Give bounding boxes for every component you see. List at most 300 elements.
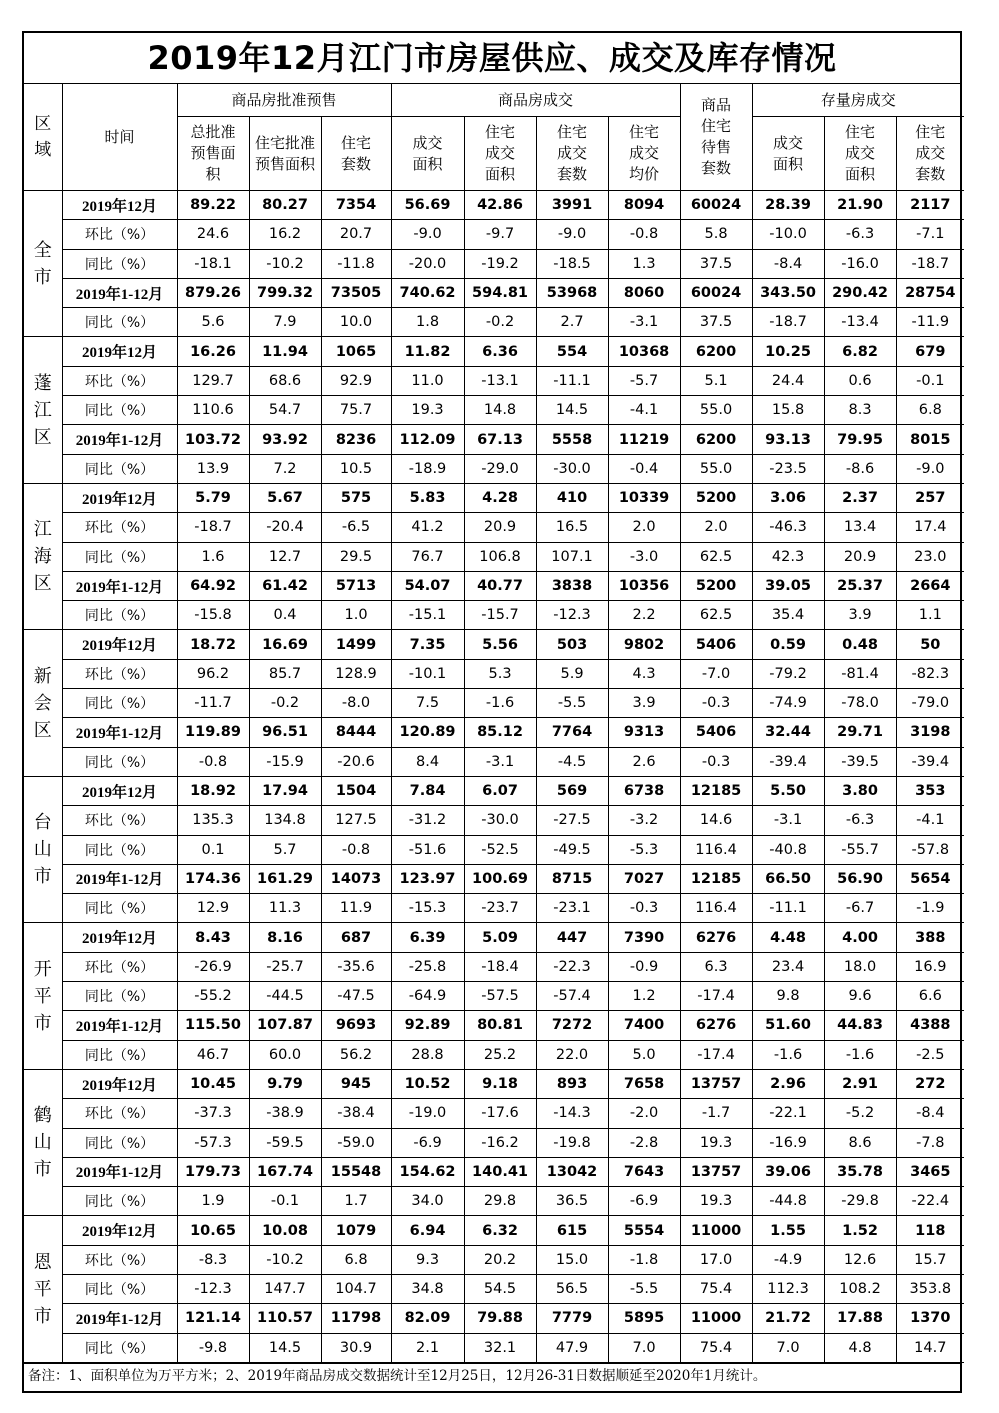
value-cell: -3.2	[608, 806, 680, 835]
value-cell: 46.7	[177, 1040, 249, 1069]
value-cell: -4.5	[536, 747, 608, 776]
value-cell: 19.3	[391, 396, 464, 425]
value-cell: -0.1	[249, 1187, 321, 1216]
value-cell: 4.8	[824, 1333, 896, 1362]
region-name-cell	[24, 1216, 62, 1362]
value-cell: 1.3	[608, 249, 680, 278]
time-cell: 环比（%）	[62, 659, 177, 688]
value-cell: 37.5	[680, 308, 752, 337]
value-cell: -5.3	[608, 835, 680, 864]
value-cell: 9.18	[464, 1069, 536, 1098]
value-cell: 3.9	[824, 601, 896, 630]
table-row	[24, 923, 964, 952]
value-cell: -1.6	[752, 1040, 824, 1069]
value-cell: 2.91	[824, 1069, 896, 1098]
value-cell: -18.7	[896, 249, 964, 278]
value-cell: -40.8	[752, 835, 824, 864]
value-cell: 55.0	[680, 454, 752, 483]
value-cell: 12185	[680, 776, 752, 805]
footnote: 备注：1、面积单位为万平方米；2、2019年商品房成交数据统计至12月25日，12月26-31日数据顺延至2020年1月统计。	[24, 1363, 960, 1388]
value-cell: 17.88	[824, 1304, 896, 1333]
value-cell: 1.1	[896, 601, 964, 630]
value-cell: -5.5	[536, 689, 608, 718]
value-cell: 5.09	[464, 923, 536, 952]
value-cell: 127.5	[321, 806, 391, 835]
value-cell: -25.8	[391, 952, 464, 981]
value-cell: 17.4	[896, 513, 964, 542]
region-name-cell	[24, 630, 62, 776]
value-cell: 29.5	[321, 542, 391, 571]
region-name-cell	[24, 191, 62, 337]
value-cell: 5.56	[464, 630, 536, 659]
value-cell: 10.45	[177, 1069, 249, 1098]
region-name: 全市	[33, 239, 52, 288]
value-cell: -1.7	[680, 1099, 752, 1128]
value-cell: 14.5	[249, 1333, 321, 1362]
value-cell: 11798	[321, 1304, 391, 1333]
value-cell: 6.8	[321, 1245, 391, 1274]
value-cell: -23.1	[536, 894, 608, 923]
value-cell: 85.7	[249, 659, 321, 688]
value-cell: 60024	[680, 278, 752, 307]
value-cell: -17.6	[464, 1099, 536, 1128]
region-name: 鹤山市	[33, 1105, 52, 1181]
value-cell: -15.3	[391, 894, 464, 923]
value-cell: 106.8	[464, 542, 536, 571]
table-row	[24, 1128, 964, 1157]
value-cell: 12.6	[824, 1245, 896, 1274]
time-cell: 同比（%）	[62, 982, 177, 1011]
value-cell: 9693	[321, 1011, 391, 1040]
value-cell: -51.6	[391, 835, 464, 864]
value-cell: 343.50	[752, 278, 824, 307]
value-cell: 1.6	[177, 542, 249, 571]
table-row	[24, 1245, 964, 1274]
value-cell: 89.22	[177, 191, 249, 220]
value-cell: -15.9	[249, 747, 321, 776]
value-cell: 2.2	[608, 601, 680, 630]
table-row	[24, 601, 964, 630]
value-cell: 594.81	[464, 278, 536, 307]
value-cell: -0.3	[680, 689, 752, 718]
header-stock-res-area: 住宅成交面积	[824, 117, 896, 191]
value-cell: 0.59	[752, 630, 824, 659]
value-cell: -39.4	[896, 747, 964, 776]
time-cell: 2019年12月	[62, 1216, 177, 1245]
value-cell: 56.5	[536, 1274, 608, 1303]
value-cell: 272	[896, 1069, 964, 1098]
value-cell: -9.0	[536, 220, 608, 249]
region-name: 恩平市	[33, 1251, 52, 1327]
value-cell: 3465	[896, 1157, 964, 1186]
value-cell: 41.2	[391, 513, 464, 542]
value-cell: -6.7	[824, 894, 896, 923]
value-cell: 68.6	[249, 366, 321, 395]
value-cell: -0.9	[608, 952, 680, 981]
value-cell: 2.0	[608, 513, 680, 542]
table-row	[24, 483, 964, 512]
value-cell: 8715	[536, 864, 608, 893]
value-cell: -7.8	[896, 1128, 964, 1157]
header-deal-res-units: 住宅成交套数	[536, 117, 608, 191]
value-cell: -0.8	[321, 835, 391, 864]
table-row	[24, 337, 964, 366]
header-group-deal: 商品房成交	[391, 84, 680, 117]
value-cell: 42.3	[752, 542, 824, 571]
value-cell: 4388	[896, 1011, 964, 1040]
value-cell: 16.2	[249, 220, 321, 249]
value-cell: 1.8	[391, 308, 464, 337]
value-cell: 39.05	[752, 571, 824, 600]
header-stock-res-units: 住宅成交套数	[896, 117, 964, 191]
value-cell: 128.9	[321, 659, 391, 688]
value-cell: 2.7	[536, 308, 608, 337]
value-cell: 1079	[321, 1216, 391, 1245]
time-cell: 2019年12月	[62, 776, 177, 805]
page-title: 2019年12月江门市房屋供应、成交及库存情况	[24, 33, 960, 84]
table-row	[24, 278, 964, 307]
value-cell: 5406	[680, 630, 752, 659]
value-cell: 129.7	[177, 366, 249, 395]
value-cell: 7.35	[391, 630, 464, 659]
value-cell: -0.8	[177, 747, 249, 776]
value-cell: 32.44	[752, 718, 824, 747]
value-cell: -29.8	[824, 1187, 896, 1216]
value-cell: -11.8	[321, 249, 391, 278]
value-cell: 23.4	[752, 952, 824, 981]
time-cell: 同比（%）	[62, 1040, 177, 1069]
header-inventory-units: 商品住宅待售套数	[680, 84, 752, 191]
time-cell: 同比（%）	[62, 308, 177, 337]
value-cell: 6.82	[824, 337, 896, 366]
report-frame	[22, 31, 962, 1393]
header-group-stock: 存量房成交	[752, 84, 964, 117]
value-cell: -55.7	[824, 835, 896, 864]
value-cell: 6200	[680, 337, 752, 366]
value-cell: 44.83	[824, 1011, 896, 1040]
header-presale-total-area: 总批准预售面积	[177, 117, 249, 191]
value-cell: 134.8	[249, 806, 321, 835]
table-row	[24, 191, 964, 220]
value-cell: -6.5	[321, 513, 391, 542]
value-cell: 7.84	[391, 776, 464, 805]
value-cell: -18.5	[536, 249, 608, 278]
value-cell: 8444	[321, 718, 391, 747]
value-cell: 36.5	[536, 1187, 608, 1216]
value-cell: 42.86	[464, 191, 536, 220]
value-cell: 5406	[680, 718, 752, 747]
value-cell: 9.3	[391, 1245, 464, 1274]
value-cell: 54.5	[464, 1274, 536, 1303]
value-cell: -20.0	[391, 249, 464, 278]
value-cell: 7.2	[249, 454, 321, 483]
value-cell: -0.4	[608, 454, 680, 483]
value-cell: 75.4	[680, 1274, 752, 1303]
value-cell: 29.71	[824, 718, 896, 747]
value-cell: 8.6	[824, 1128, 896, 1157]
value-cell: -8.0	[321, 689, 391, 718]
value-cell: -11.1	[752, 894, 824, 923]
value-cell: 12.7	[249, 542, 321, 571]
value-cell: -8.4	[752, 249, 824, 278]
table-row	[24, 894, 964, 923]
time-cell: 2019年1-12月	[62, 425, 177, 454]
time-cell: 同比（%）	[62, 1274, 177, 1303]
value-cell: -11.1	[536, 366, 608, 395]
value-cell: -15.8	[177, 601, 249, 630]
value-cell: 79.88	[464, 1304, 536, 1333]
value-cell: 1.0	[321, 601, 391, 630]
value-cell: 575	[321, 483, 391, 512]
time-cell: 同比（%）	[62, 689, 177, 718]
header-stock-area: 成交面积	[752, 117, 824, 191]
value-cell: -35.6	[321, 952, 391, 981]
value-cell: 5554	[608, 1216, 680, 1245]
value-cell: 9.8	[752, 982, 824, 1011]
value-cell: 9313	[608, 718, 680, 747]
value-cell: -0.2	[249, 689, 321, 718]
value-cell: 116.4	[680, 894, 752, 923]
table-row	[24, 1099, 964, 1128]
value-cell: 53968	[536, 278, 608, 307]
value-cell: -13.1	[464, 366, 536, 395]
value-cell: 55.0	[680, 396, 752, 425]
value-cell: 10.65	[177, 1216, 249, 1245]
table-row	[24, 747, 964, 776]
region-name: 台山市	[33, 812, 52, 888]
table-row	[24, 689, 964, 718]
value-cell: 799.32	[249, 278, 321, 307]
value-cell: 6.07	[464, 776, 536, 805]
value-cell: 80.81	[464, 1011, 536, 1040]
value-cell: 893	[536, 1069, 608, 1098]
value-cell: -17.4	[680, 1040, 752, 1069]
value-cell: 7.0	[752, 1333, 824, 1362]
value-cell: 6.94	[391, 1216, 464, 1245]
value-cell: 6200	[680, 425, 752, 454]
value-cell: -23.5	[752, 454, 824, 483]
value-cell: 1499	[321, 630, 391, 659]
value-cell: 14073	[321, 864, 391, 893]
value-cell: -18.9	[391, 454, 464, 483]
value-cell: 92.89	[391, 1011, 464, 1040]
value-cell: -2.0	[608, 1099, 680, 1128]
time-cell: 环比（%）	[62, 366, 177, 395]
value-cell: 79.95	[824, 425, 896, 454]
value-cell: 121.14	[177, 1304, 249, 1333]
value-cell: 110.6	[177, 396, 249, 425]
value-cell: 7779	[536, 1304, 608, 1333]
table-row	[24, 571, 964, 600]
value-cell: -18.1	[177, 249, 249, 278]
value-cell: 62.5	[680, 601, 752, 630]
value-cell: -49.5	[536, 835, 608, 864]
value-cell: -37.3	[177, 1099, 249, 1128]
value-cell: 54.7	[249, 396, 321, 425]
table-row	[24, 630, 964, 659]
value-cell: 5.83	[391, 483, 464, 512]
value-cell: 96.51	[249, 718, 321, 747]
value-cell: -1.6	[824, 1040, 896, 1069]
value-cell: -0.3	[608, 894, 680, 923]
value-cell: 147.7	[249, 1274, 321, 1303]
table-row	[24, 982, 964, 1011]
value-cell: 29.8	[464, 1187, 536, 1216]
value-cell: 2.0	[680, 513, 752, 542]
value-cell: 21.72	[752, 1304, 824, 1333]
value-cell: -9.0	[896, 454, 964, 483]
value-cell: 353.8	[896, 1274, 964, 1303]
value-cell: 1.55	[752, 1216, 824, 1245]
value-cell: 20.7	[321, 220, 391, 249]
value-cell: 8.16	[249, 923, 321, 952]
value-cell: 16.9	[896, 952, 964, 981]
value-cell: -18.7	[177, 513, 249, 542]
value-cell: -10.2	[249, 1245, 321, 1274]
value-cell: 21.90	[824, 191, 896, 220]
time-cell: 2019年1-12月	[62, 1157, 177, 1186]
value-cell: 2.1	[391, 1333, 464, 1362]
value-cell: 6738	[608, 776, 680, 805]
time-cell: 环比（%）	[62, 1245, 177, 1274]
value-cell: -0.2	[464, 308, 536, 337]
value-cell: 5.79	[177, 483, 249, 512]
value-cell: 5200	[680, 483, 752, 512]
region-name-cell	[24, 337, 62, 483]
value-cell: -14.3	[536, 1099, 608, 1128]
value-cell: -6.3	[824, 220, 896, 249]
value-cell: 7764	[536, 718, 608, 747]
value-cell: 687	[321, 923, 391, 952]
value-cell: -20.6	[321, 747, 391, 776]
value-cell: 5895	[608, 1304, 680, 1333]
region-name-cell	[24, 483, 62, 629]
header-region: 区域	[24, 84, 62, 191]
data-table	[24, 84, 964, 1363]
header-presale-res-area: 住宅批准预售面积	[249, 117, 321, 191]
value-cell: 5.0	[608, 1040, 680, 1069]
time-cell: 2019年1-12月	[62, 718, 177, 747]
value-cell: 503	[536, 630, 608, 659]
table-row	[24, 864, 964, 893]
value-cell: 1.52	[824, 1216, 896, 1245]
value-cell: 1.7	[321, 1187, 391, 1216]
value-cell: 107.1	[536, 542, 608, 571]
value-cell: 6.36	[464, 337, 536, 366]
time-cell: 同比（%）	[62, 747, 177, 776]
value-cell: 20.2	[464, 1245, 536, 1274]
time-cell: 2019年12月	[62, 191, 177, 220]
table-row	[24, 1304, 964, 1333]
value-cell: 174.36	[177, 864, 249, 893]
value-cell: 76.7	[391, 542, 464, 571]
value-cell: 25.37	[824, 571, 896, 600]
value-cell: 945	[321, 1069, 391, 1098]
value-cell: -12.3	[536, 601, 608, 630]
value-cell: 115.50	[177, 1011, 249, 1040]
value-cell: -59.5	[249, 1128, 321, 1157]
time-cell: 同比（%）	[62, 835, 177, 864]
value-cell: -39.4	[752, 747, 824, 776]
value-cell: -11.9	[896, 308, 964, 337]
value-cell: 35.4	[752, 601, 824, 630]
time-cell: 2019年1-12月	[62, 1304, 177, 1333]
value-cell: 13042	[536, 1157, 608, 1186]
value-cell: 73505	[321, 278, 391, 307]
value-cell: 35.78	[824, 1157, 896, 1186]
value-cell: -55.2	[177, 982, 249, 1011]
value-cell: -5.7	[608, 366, 680, 395]
value-cell: 118	[896, 1216, 964, 1245]
value-cell: -27.5	[536, 806, 608, 835]
table-row	[24, 776, 964, 805]
value-cell: 5200	[680, 571, 752, 600]
value-cell: 3838	[536, 571, 608, 600]
value-cell: 0.48	[824, 630, 896, 659]
value-cell: 0.4	[249, 601, 321, 630]
table-row	[24, 1274, 964, 1303]
region-name: 新会区	[33, 665, 52, 741]
value-cell: -81.4	[824, 659, 896, 688]
value-cell: 5.67	[249, 483, 321, 512]
value-cell: 12185	[680, 864, 752, 893]
value-cell: -7.1	[896, 220, 964, 249]
value-cell: -74.9	[752, 689, 824, 718]
value-cell: 615	[536, 1216, 608, 1245]
value-cell: 7.0	[608, 1333, 680, 1362]
table-row	[24, 1040, 964, 1069]
value-cell: 7354	[321, 191, 391, 220]
table-row	[24, 806, 964, 835]
value-cell: 25.2	[464, 1040, 536, 1069]
value-cell: -15.7	[464, 601, 536, 630]
value-cell: -3.1	[752, 806, 824, 835]
table-body	[24, 191, 964, 1363]
time-cell: 同比（%）	[62, 894, 177, 923]
value-cell: 2.96	[752, 1069, 824, 1098]
value-cell: 2664	[896, 571, 964, 600]
value-cell: -1.8	[608, 1245, 680, 1274]
value-cell: 15.7	[896, 1245, 964, 1274]
value-cell: 11.94	[249, 337, 321, 366]
value-cell: -10.0	[752, 220, 824, 249]
value-cell: 20.9	[464, 513, 536, 542]
value-cell: 34.8	[391, 1274, 464, 1303]
header-deal-res-price: 住宅成交均价	[608, 117, 680, 191]
time-cell: 同比（%）	[62, 601, 177, 630]
table-row	[24, 308, 964, 337]
value-cell: -18.4	[464, 952, 536, 981]
value-cell: -30.0	[536, 454, 608, 483]
time-cell: 同比（%）	[62, 249, 177, 278]
value-cell: 61.42	[249, 571, 321, 600]
value-cell: 0.1	[177, 835, 249, 864]
value-cell: 179.73	[177, 1157, 249, 1186]
header-group-presale: 商品房批准预售	[177, 84, 391, 117]
time-cell: 2019年1-12月	[62, 864, 177, 893]
value-cell: -22.3	[536, 952, 608, 981]
value-cell: 30.9	[321, 1333, 391, 1362]
value-cell: 116.4	[680, 835, 752, 864]
value-cell: 60024	[680, 191, 752, 220]
value-cell: -52.5	[464, 835, 536, 864]
value-cell: -1.6	[464, 689, 536, 718]
value-cell: 4.3	[608, 659, 680, 688]
table-row	[24, 718, 964, 747]
value-cell: 47.9	[536, 1333, 608, 1362]
table-header	[24, 84, 964, 191]
value-cell: -57.5	[464, 982, 536, 1011]
